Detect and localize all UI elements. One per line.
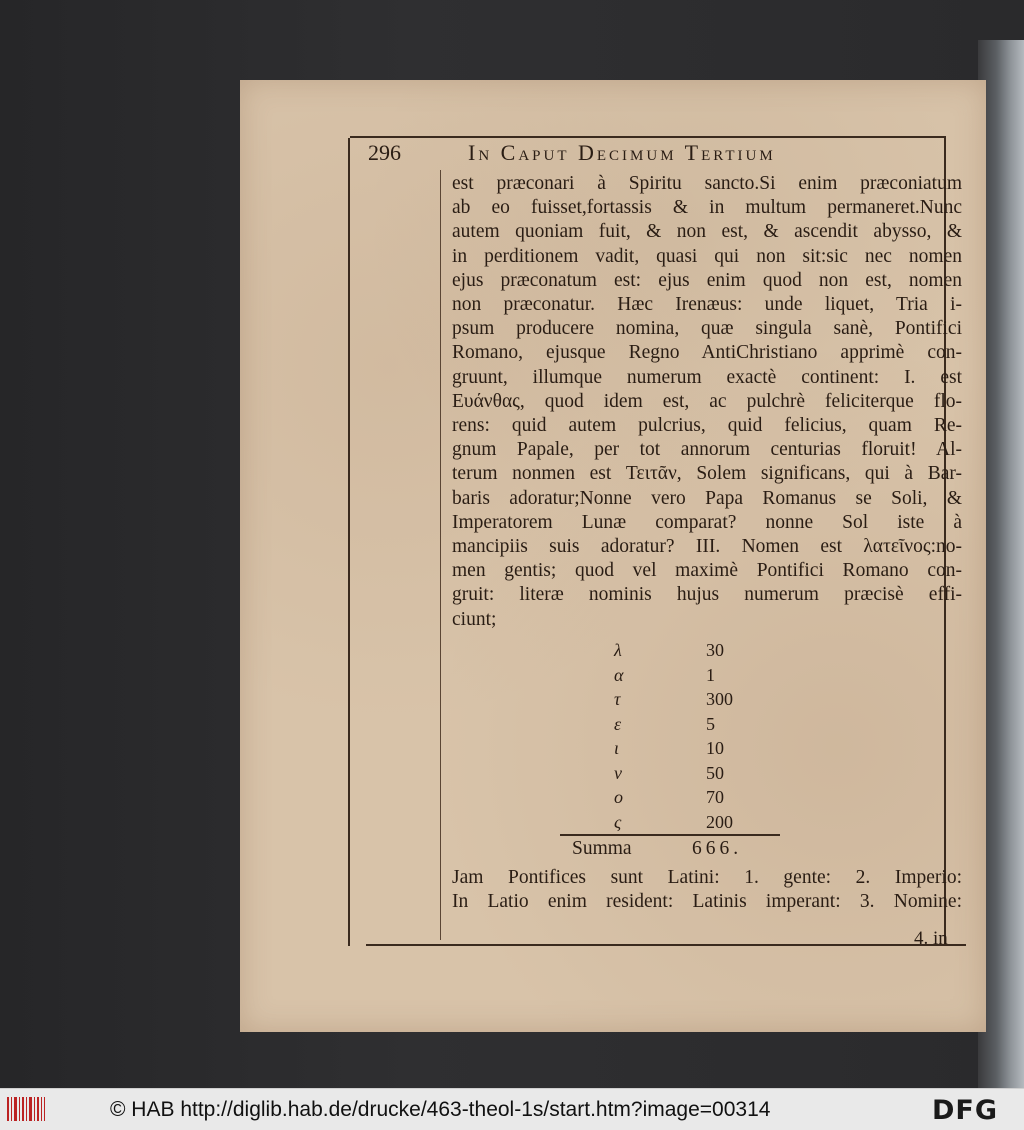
greek-letter: τ: [614, 689, 621, 709]
text-line: in perditionem vadit, quasi qui non sit:sic nec nomen: [452, 245, 962, 267]
text-line: est præconari à Spiritu sancto.Si enim præconiatum: [452, 173, 962, 194]
text-line: gnum Papale, per tot annorum centurias floruit! Al-: [452, 439, 962, 461]
text-line: autem quoniam fuit, & non est, & ascendit abysso, &: [452, 221, 962, 243]
text-line: gruunt, illumque numerum exactè continent: I. est: [452, 366, 962, 388]
text-line: baris adoratur;Nonne vero Papa Romanus se Soli, &: [452, 487, 962, 509]
greek-letter: λ: [614, 640, 622, 660]
greek-letter: α: [614, 664, 624, 685]
sum-value: 666.: [692, 838, 743, 859]
table-row: [600, 738, 760, 763]
table-row: [600, 665, 760, 690]
greek-letter: ν: [614, 762, 622, 783]
sum-rule: [560, 834, 780, 836]
text-line: ejus præconatum est: ejus enim quod non est, nomen: [452, 269, 962, 291]
numeric-value: 70: [706, 787, 724, 807]
text-line: ciunt;: [452, 608, 497, 630]
barcode-icon: [6, 1095, 46, 1123]
catchword: 4. in: [914, 928, 948, 949]
text-line: mancipiis suis adoratur? III. Nomen est λατεῖνος:no-: [452, 536, 962, 558]
numeric-value: 30: [706, 640, 724, 660]
table-row: [600, 787, 760, 812]
greek-letter: ο: [614, 787, 623, 807]
numeric-value: 200: [706, 811, 733, 832]
text-line: men gentis; quod vel maximè Pontifici Romano con-: [452, 560, 962, 582]
header-rule: [350, 136, 946, 138]
text-line: Ευάνθας, quod idem est, ac pulchrè feliciterque flo-: [452, 390, 962, 412]
text-line: non præconatur. Hæc Irenæus: unde liquet, Tria i-: [452, 294, 962, 316]
left-margin-rule: [348, 138, 350, 946]
running-head: In Caput Decimum Tertium: [468, 140, 776, 165]
greek-letter: ε: [614, 713, 622, 734]
numeric-value: 5: [706, 713, 715, 734]
numeric-value: 10: [706, 738, 724, 758]
copyright-link[interactable]: © HAB http://diglib.hab.de/drucke/463-theol-1s/start.htm?image=00314: [110, 1098, 771, 1121]
text-line: psum producere nomina, quæ singula sanè, Pontifici: [452, 318, 962, 340]
text-line: Imperatorem Lunæ comparat? nonne Sol iste à: [452, 511, 962, 533]
text-line: terum nonmen est Τειτᾶν, Solem significans, qui à Bar-: [452, 463, 962, 485]
body-text: [452, 172, 962, 632]
sum-label: Summa: [572, 838, 632, 859]
table-row: [600, 640, 760, 665]
table-row: [600, 689, 760, 714]
numeric-value: 50: [706, 762, 724, 783]
viewer-footer: [0, 1088, 1024, 1130]
text-line: gruit: literæ nominis hujus numerum præcisè effi-: [452, 584, 962, 606]
table-row: [600, 812, 760, 837]
closing-text: [452, 866, 962, 914]
numeral-table: [600, 640, 760, 836]
text-line: rens: quid autem pulcrius, quid felicius, quam Re-: [452, 415, 962, 437]
inner-margin-rule: [440, 170, 441, 940]
text-line: Romano, ejusque Regno AntiChristiano apprimè con-: [452, 342, 962, 364]
numeric-value: 1: [706, 664, 715, 685]
table-row: [600, 714, 760, 739]
greek-letter: ς: [614, 811, 622, 832]
greek-letter: ι: [614, 738, 620, 758]
numeric-value: 300: [706, 689, 733, 709]
text-line: In Latio enim resident: Latinis imperant: 3. Nomine:: [452, 891, 962, 913]
table-row: [600, 763, 760, 788]
bottom-rule: [366, 944, 966, 946]
page-number: 296: [368, 140, 401, 165]
text-line: Jam Pontifices sunt Latini: 1. gente: 2. Imperio:: [452, 867, 962, 888]
dfg-logo: DFG: [932, 1095, 999, 1126]
text-line: ab eo fuisset,fortassis & in multum permaneret.Nunc: [452, 197, 962, 219]
